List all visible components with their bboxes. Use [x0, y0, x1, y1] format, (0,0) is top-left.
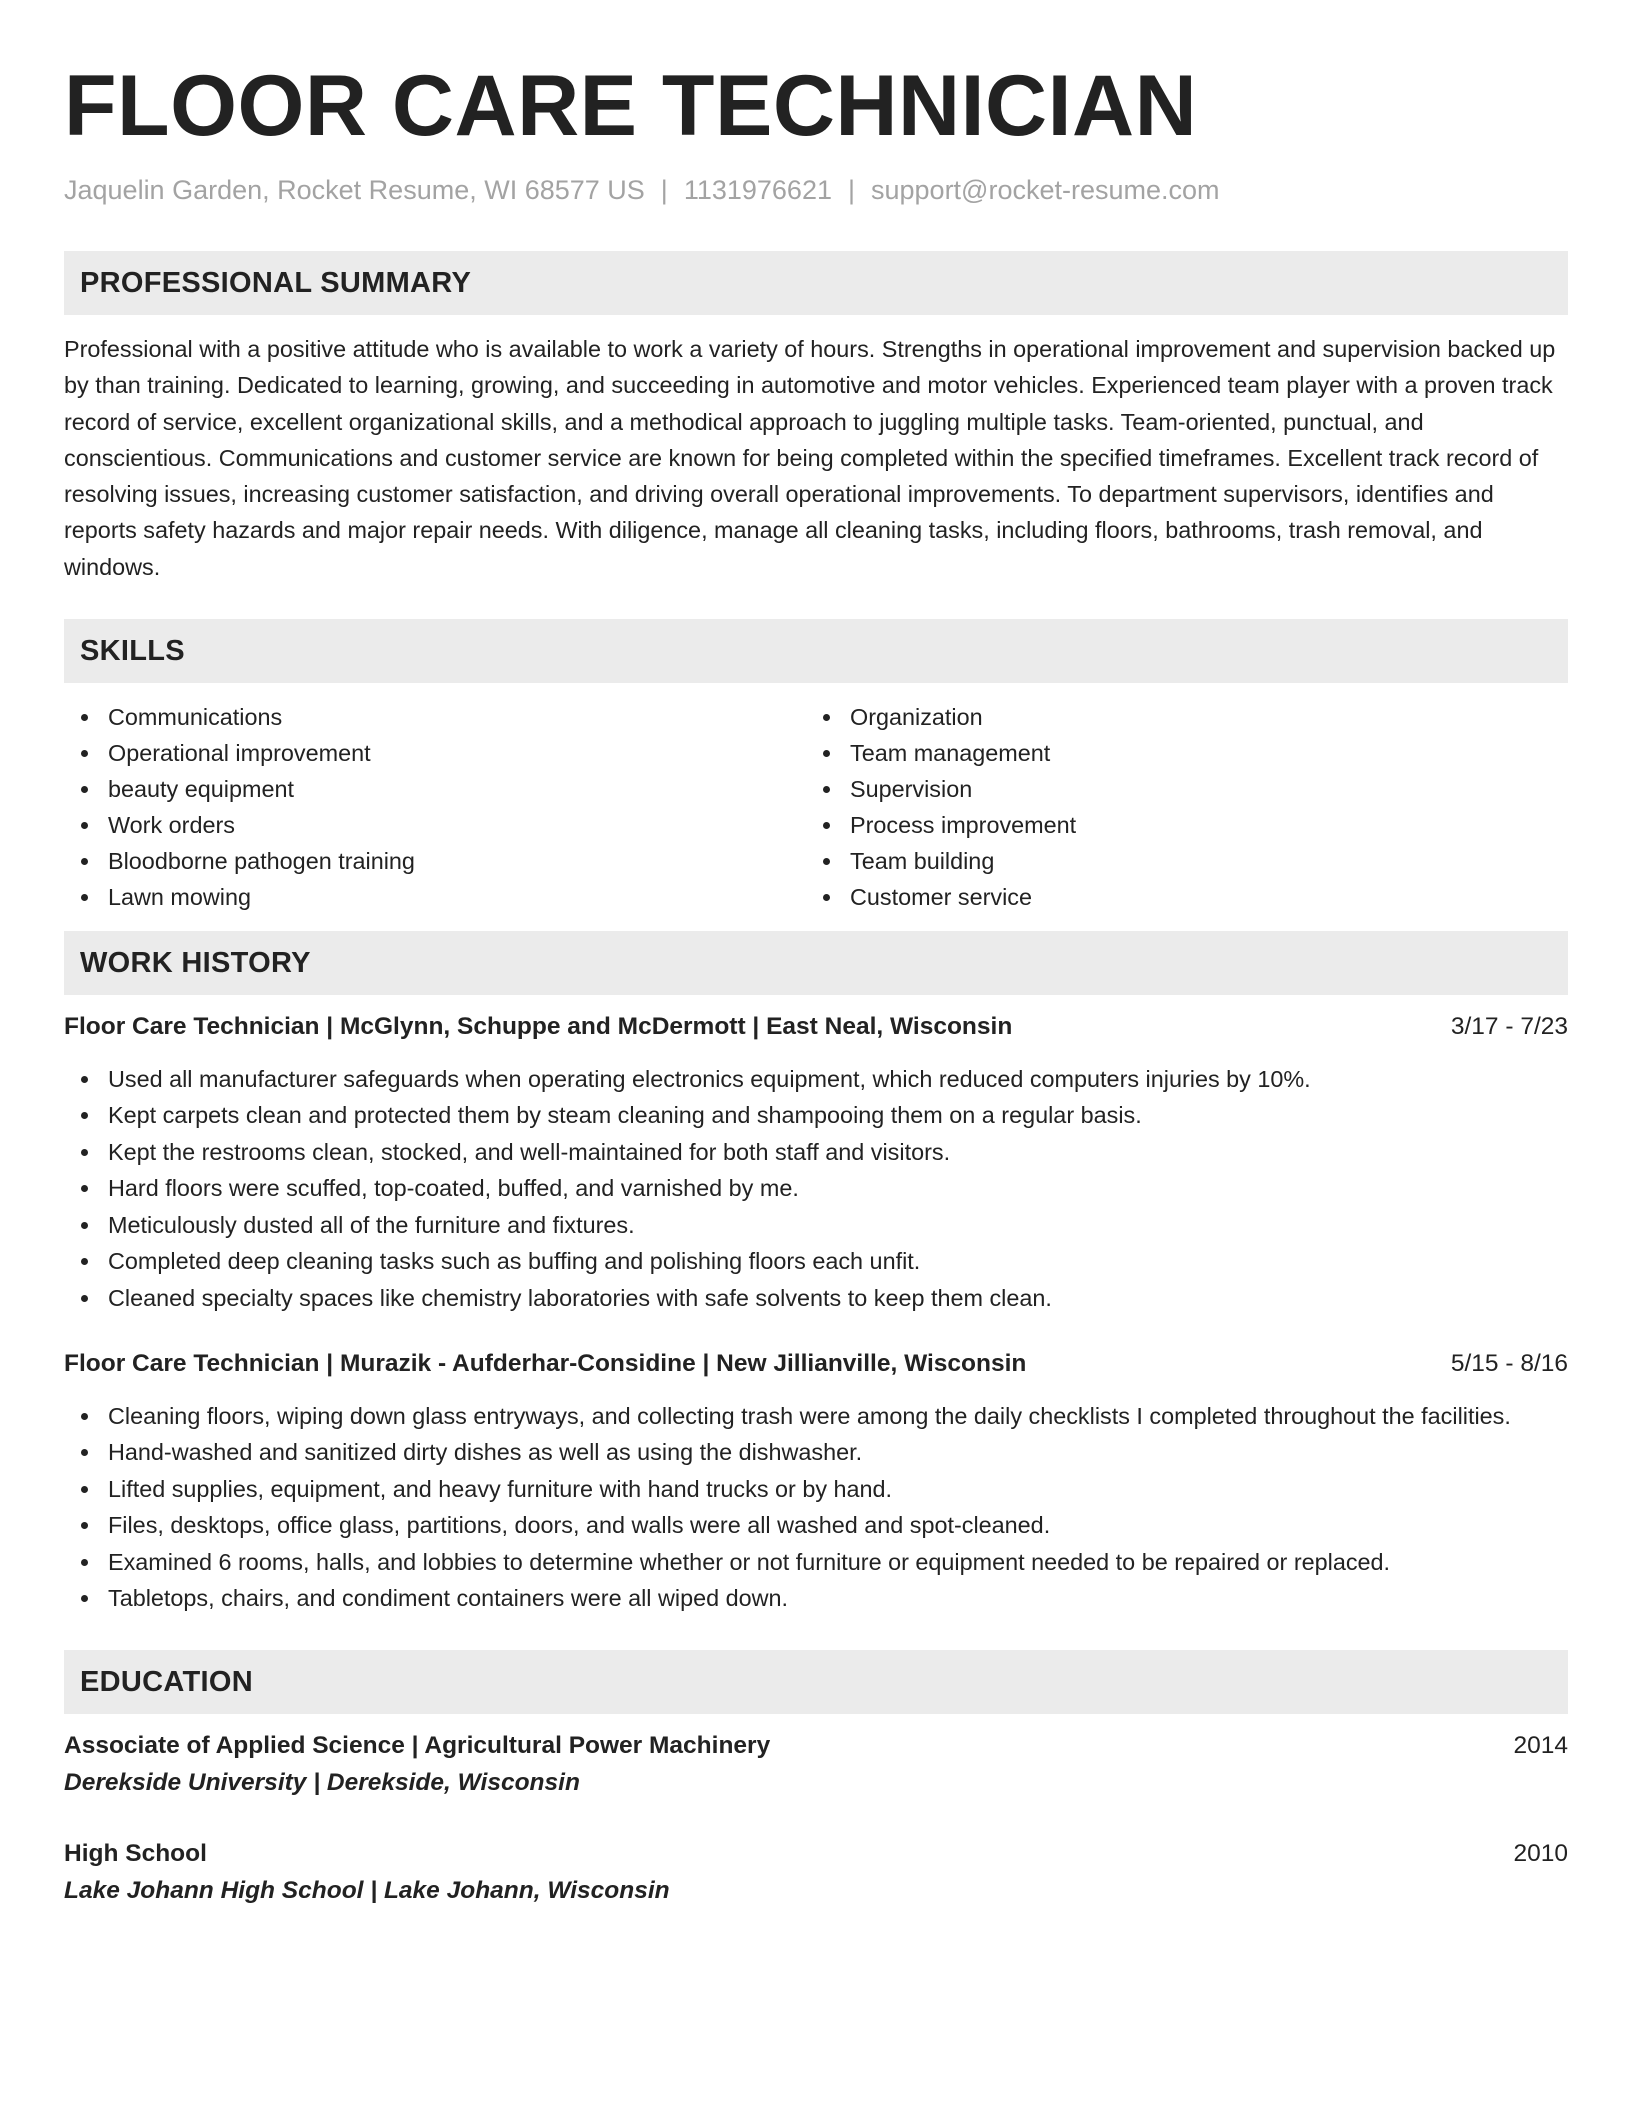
- section-heading-work-history: WORK HISTORY: [64, 931, 1568, 995]
- education-degree: Associate of Applied Science | Agricultural Power Machinery: [64, 1732, 771, 1760]
- job-bullet: Meticulously dusted all of the furniture and fixtures.: [64, 1207, 1568, 1243]
- job-header: [64, 1009, 1568, 1045]
- education-entry: [64, 1836, 1568, 1910]
- skill-item: Supervision: [806, 771, 1548, 807]
- contact-email: support@rocket-resume.com: [871, 175, 1220, 205]
- job-title: Floor Care Technician | McGlynn, Schuppe and McDermott | East Neal, Wisconsin: [64, 1013, 1013, 1041]
- skill-item: Customer service: [806, 879, 1548, 915]
- contact-separator: |: [847, 175, 855, 205]
- skill-item: Team management: [806, 735, 1548, 771]
- job-bullet: Used all manufacturer safeguards when operating electronics equipment, which reduced computers injuries by 10%.: [64, 1061, 1568, 1097]
- job-bullet: Cleaned specialty spaces like chemistry laboratories with safe solvents to keep them clean.: [64, 1280, 1568, 1316]
- education-entry: [64, 1728, 1568, 1802]
- education-degree: High School: [64, 1840, 207, 1868]
- job-bullet: Kept the restrooms clean, stocked, and well-maintained for both staff and visitors.: [64, 1134, 1568, 1170]
- job-entry: [64, 1346, 1568, 1616]
- section-heading-skills: SKILLS: [64, 619, 1568, 683]
- education-year: 2014: [1513, 1732, 1568, 1760]
- job-dates: 5/15 - 8/16: [1450, 1349, 1568, 1377]
- job-entry: [64, 1009, 1568, 1316]
- contact-address: Jaquelin Garden, Rocket Resume, WI 68577 US: [64, 175, 645, 205]
- job-bullet: Cleaning floors, wiping down glass entryways, and collecting trash were among the daily checklists I completed throughout the facilities.: [64, 1398, 1568, 1434]
- skills-list: [64, 699, 1568, 915]
- job-title: Floor Care Technician | Murazik - Aufderhar-Considine | New Jillianville, Wisconsin: [64, 1349, 1027, 1377]
- skills-column-left: [64, 699, 806, 915]
- contact-line: [64, 172, 1568, 208]
- skill-item: beauty equipment: [64, 771, 806, 807]
- section-heading-education: EDUCATION: [64, 1650, 1568, 1714]
- section-heading-summary: PROFESSIONAL SUMMARY: [64, 251, 1568, 315]
- skill-item: Work orders: [64, 807, 806, 843]
- skill-item: Operational improvement: [64, 735, 806, 771]
- job-bullet: Hand-washed and sanitized dirty dishes as well as using the dishwasher.: [64, 1434, 1568, 1470]
- skill-item: Lawn mowing: [64, 879, 806, 915]
- education-year: 2010: [1513, 1840, 1568, 1868]
- job-bullet: Tabletops, chairs, and condiment containers were all wiped down.: [64, 1580, 1568, 1616]
- job-bullets: [64, 1398, 1568, 1616]
- skill-item: Organization: [806, 699, 1548, 735]
- education-school: Lake Johann High School | Lake Johann, Wisconsin: [64, 1877, 670, 1905]
- education-school: Derekside University | Derekside, Wisconsin: [64, 1769, 580, 1797]
- education-header: [64, 1836, 1568, 1872]
- job-bullet: Kept carpets clean and protected them by steam cleaning and shampooing them on a regular basis.: [64, 1097, 1568, 1133]
- job-dates: 3/17 - 7/23: [1450, 1013, 1568, 1041]
- job-bullets: [64, 1061, 1568, 1316]
- skill-item: Bloodborne pathogen training: [64, 843, 806, 879]
- skill-item: Process improvement: [806, 807, 1548, 843]
- contact-separator: |: [660, 175, 668, 205]
- skill-item: Communications: [64, 699, 806, 735]
- skills-column-right: [806, 699, 1548, 915]
- job-bullet: Hard floors were scuffed, top-coated, buffed, and varnished by me.: [64, 1170, 1568, 1206]
- job-bullet: Examined 6 rooms, halls, and lobbies to determine whether or not furniture or equipment needed to be repaired or replaced.: [64, 1544, 1568, 1580]
- resume-title: FLOOR CARE TECHNICIAN: [64, 58, 1198, 154]
- skill-item: Team building: [806, 843, 1548, 879]
- job-header: [64, 1346, 1568, 1382]
- resume-page: [64, 0, 1568, 1910]
- education-header: [64, 1728, 1568, 1764]
- job-bullet: Lifted supplies, equipment, and heavy furniture with hand trucks or by hand.: [64, 1471, 1568, 1507]
- job-bullet: Completed deep cleaning tasks such as buffing and polishing floors each unfit.: [64, 1243, 1568, 1279]
- contact-phone: 1131976621: [683, 175, 832, 205]
- summary-text: Professional with a positive attitude who is available to work a variety of hours. Strengths in operational improvement and supervision backed up by than training. Dedicated to learning, growing, and succeeding in automotive and motor vehicles. Experienced team player with a proven track record of service, excellent organizational skills, and a methodical approach to juggling multiple tasks. Team-oriented, punctual, and conscientious. Communications and customer service are known for being completed within the specified timeframes. Excellent track record of resolving issues, increasing customer satisfaction, and driving overall operational improvements. To department supervisors, identifies and reports safety hazards and major repair needs. With diligence, manage all cleaning tasks, including floors, bathrooms, trash removal, and windows.: [64, 336, 1556, 580]
- job-bullet: Files, desktops, office glass, partitions, doors, and walls were all washed and spot-cleaned.: [64, 1507, 1568, 1543]
